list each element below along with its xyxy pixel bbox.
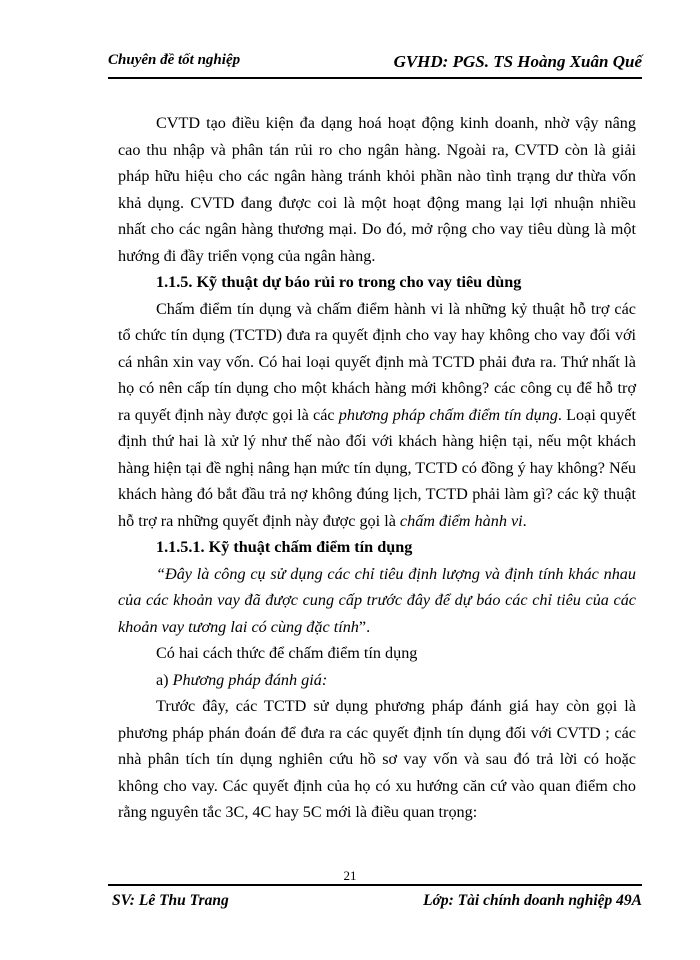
header-supervisor: GVHD: PGS. TS Hoàng Xuân Quế	[393, 52, 642, 71]
footer-student: SV: Lê Thu Trang	[112, 892, 229, 909]
footer-class: Lớp: Tài chính doanh nghiệp 49A	[423, 892, 642, 909]
subheading-evaluation-method: a) Phương pháp đánh giá:	[156, 670, 328, 689]
page-header	[108, 50, 642, 76]
page-body	[118, 110, 636, 826]
quote-definition: “Đây là công cụ sử dụng các chỉ tiêu định lượng và định tính khác nhau của các khoản vay đã được cung cấp trước đây để dự báo các chỉ tiêu của các khoản vay tương lai có cùng đặc tính”.	[118, 564, 636, 636]
page-number: 21	[343, 868, 357, 883]
header-thesis-title: Chuyên đề tốt nghiệp	[108, 52, 241, 68]
paragraph-evaluation-method: Trước đây, các TCTD sử dụng phương pháp đánh giá hay còn gọi là phương pháp phán đoán để đưa ra các quyết định tín dụng đối với CVTD ; các nhà phân tích tín dụng nghiên cứu hồ sơ vay vốn và sau đó trả lời có hoặc không cho vay. Các quyết định của họ có xu hướng căn cứ vào quan điểm cho rằng nguyên tắc 3C, 4C hay 5C mới là điều quan trọng:	[118, 697, 636, 821]
paragraph-cvtd-benefits: CVTD tạo điều kiện đa dạng hoá hoạt động kinh doanh, nhờ vậy nâng cao thu nhập và phân tán rủi ro cho ngân hàng. Ngoài ra, CVTD còn là giải pháp hữu hiệu cho các ngân hàng tránh khỏi phần nào tình trạng dư thừa vốn khả dụng. CVTD đang được coi là một hoạt động mang lại lợi nhuận nhiều nhất cho các ngân hàng thương mại. Do đó, mở rộng cho vay tiêu dùng là một hướng đi đầy triển vọng của ngân hàng.	[118, 114, 636, 265]
section-heading-1-1-5-1: 1.1.5.1. Kỹ thuật chấm điểm tín dụng	[156, 538, 413, 556]
paragraph-credit-scoring-intro: Chấm điểm tín dụng và chấm điểm hành vi là những kỷ thuật hỗ trợ các tổ chức tín dụng (TCTD) đưa ra quyết định cho vay hay không cho vay đối với cá nhân xin vay vốn. Có hai loại quyết định mà TCTD phải đưa ra. Thứ nhất là họ có nên cấp tín dụng cho một khách hàng mới không? các công cụ để hỗ trợ ra quyết định này được gọi là các phương pháp chấm điểm tín dụng. Loại quyết định thứ hai là xử lý như thế nào đối với khách hàng hiện tại, nếu một khách hàng hiện tại đề nghị nâng hạn mức tín dụng, TCTD có đồng ý hay không? Nếu khách hàng đó bắt đầu trả nợ không đúng lịch, TCTD phải làm gì? các kỹ thuật hỗ trợ ra những quyết định này được gọi là chấm điểm hành vi.	[118, 299, 636, 530]
page-footer	[112, 892, 642, 914]
section-heading-1-1-5: 1.1.5. Kỹ thuật dự báo rủi ro trong cho vay tiêu dùng	[156, 273, 522, 291]
term-behavior-scoring: chấm điểm hành vi	[399, 511, 523, 530]
header-rule	[108, 77, 642, 79]
term-credit-scoring: phương pháp chấm điểm tín dụng	[338, 405, 558, 424]
paragraph-two-methods: Có hai cách thức để chấm điểm tín dụng	[156, 644, 418, 662]
footer-rule	[108, 884, 642, 886]
